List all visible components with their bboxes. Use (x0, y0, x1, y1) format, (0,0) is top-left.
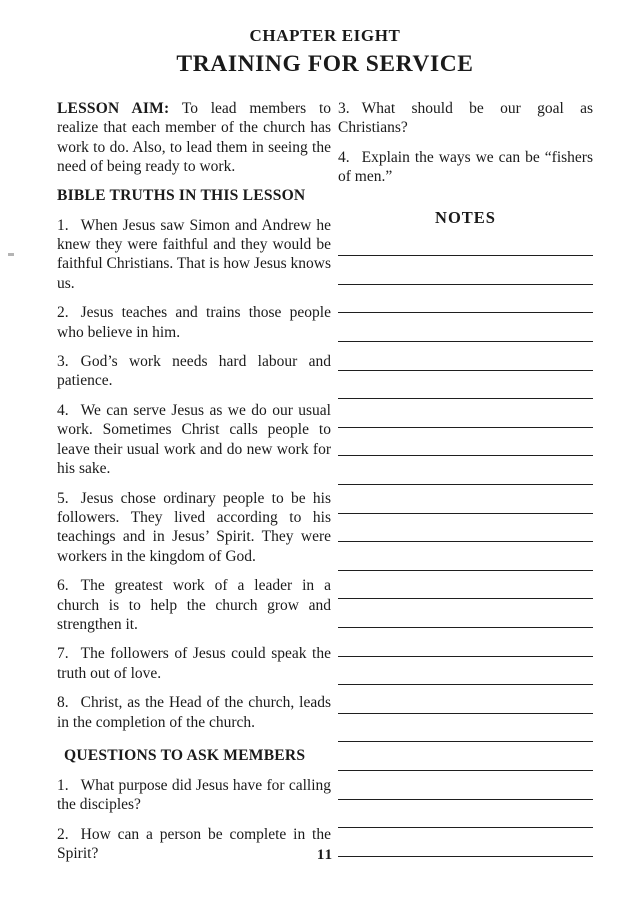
bible-truths-heading: BIBLE TRUTHS IN THIS LESSON (57, 186, 306, 204)
item-number: 4. (57, 401, 69, 419)
note-line (338, 456, 593, 485)
note-line (338, 256, 593, 285)
note-line (338, 228, 593, 257)
scan-artifact (8, 253, 14, 256)
notes-lines (338, 228, 593, 857)
lesson-aim-label: LESSON AIM: (57, 100, 170, 117)
page-number: 11 (316, 847, 334, 863)
note-line (338, 599, 593, 628)
note-line (338, 571, 593, 600)
bible-truth-item (57, 576, 331, 634)
note-line (338, 428, 593, 457)
notes-heading: NOTES (435, 207, 496, 227)
note-line (338, 628, 593, 657)
page-title: TRAINING FOR SERVICE (176, 51, 474, 77)
item-text: Jesus teaches and trains those people who believe in him. (57, 304, 331, 341)
item-text: Jesus chose ordinary people to be his followers. They lived according to his teachings and in Jesus’ Spirit. They were workers in the kingdom of God. (57, 489, 331, 565)
note-line (338, 342, 593, 371)
item-text: The followers of Jesus could speak the truth out of love. (57, 645, 331, 682)
question-item (338, 99, 593, 138)
item-number: 3. (338, 100, 350, 117)
right-column (338, 99, 593, 874)
bible-truth-item (57, 401, 331, 479)
note-line (338, 285, 593, 314)
item-text: God’s work needs hard labour and patience. (57, 353, 331, 390)
note-line (338, 371, 593, 400)
chapter-heading: CHAPTER EIGHT (249, 26, 401, 45)
note-line (338, 399, 593, 428)
questions-list-right (338, 99, 593, 187)
item-number: 1. (57, 216, 69, 234)
note-line (338, 485, 593, 514)
item-number: 5. (57, 489, 69, 507)
item-text: What purpose did Jesus have for calling the disciples? (57, 776, 331, 814)
note-line (338, 771, 593, 800)
item-number: 6. (57, 577, 69, 595)
bible-truth-item (57, 216, 331, 294)
item-text: How can a person be complete in the Spirit? (57, 825, 331, 863)
item-text: Christ, as the Head of the church, leads in the completion of the church. (57, 694, 331, 731)
item-text: What should be our goal as Christians? (338, 100, 593, 137)
note-line (338, 657, 593, 686)
question-item (57, 776, 331, 815)
note-line (338, 800, 593, 829)
item-number: 8. (57, 694, 69, 712)
item-number: 2. (57, 825, 69, 843)
note-line (338, 313, 593, 342)
bible-truth-item (57, 303, 331, 342)
item-number: 3. (57, 353, 69, 371)
note-line (338, 514, 593, 543)
bible-truth-item (57, 489, 331, 567)
bible-truths-list (57, 216, 331, 732)
item-number: 1. (57, 776, 69, 794)
question-item (338, 148, 593, 187)
item-number: 2. (57, 304, 69, 322)
lesson-aim-text: To lead members to realize that each member of the church has work to do. Also, to lead them in seeing the need of being ready to work. (57, 100, 331, 176)
two-column-layout (57, 99, 593, 874)
note-line (338, 685, 593, 714)
note-line (338, 542, 593, 571)
item-text: When Jesus saw Simon and Andrew he knew they were faithful and they would be faithful Christians. That is how Jesus knows us. (57, 216, 331, 292)
questions-heading: QUESTIONS TO ASK MEMBERS (64, 746, 306, 764)
bible-truth-item (57, 644, 331, 683)
item-number: 7. (57, 645, 69, 663)
left-column (57, 99, 331, 874)
bible-truth-item (57, 352, 331, 391)
item-text: Explain the ways we can be “fishers of men.” (338, 148, 593, 186)
note-line (338, 742, 593, 771)
lesson-aim-paragraph (57, 99, 331, 177)
bible-truth-item (57, 693, 331, 732)
note-line (338, 714, 593, 743)
item-number: 4. (338, 148, 350, 166)
item-text: We can serve Jesus as we do our usual work. Sometimes Christ calls people to leave their usual work and do new work for his sake. (57, 401, 331, 478)
item-text: The greatest work of a leader in a church is to help the church grow and strengthen it. (57, 577, 331, 633)
